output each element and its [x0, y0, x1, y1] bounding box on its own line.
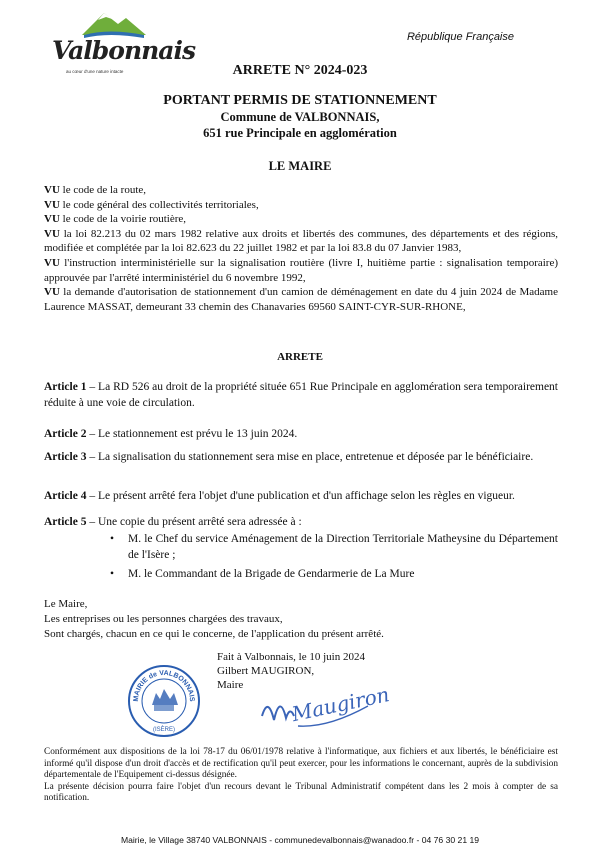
republique-francaise: République Française: [406, 31, 514, 43]
vu-item: VU la loi 82.213 du 02 mars 1982 relative aux droits et libertés des communes, des départements et des régions, modifiée et complétée par la loi 82.623 du 22 juillet 1982 et par la loi 83.8 du 07 Janvier 1983,: [44, 227, 558, 255]
svg-text:(ISÈRE): (ISÈRE): [152, 727, 176, 733]
logo-tagline: au cœur d'une nature intacte: [66, 69, 124, 74]
place-date: Fait à Valbonnais, le 10 juin 2024: [217, 651, 365, 663]
closing-line: Les entreprises ou les personnes chargées des travaux,: [44, 613, 283, 625]
article-4: Article 4 – Le présent arrêté fera l'objet d'une publication et d'un affichage selon les règles en vigueur.: [44, 490, 515, 502]
recipient-list: [110, 531, 558, 585]
closing-line: Le Maire,: [44, 598, 88, 610]
logo-wordmark: Valbonnais: [52, 36, 196, 65]
arrete-heading: ARRETE: [277, 351, 323, 363]
article-5: Article 5 – Une copie du présent arrêté sera adressée à :: [44, 516, 302, 528]
vu-item: VU le code de la voirie routière,: [44, 213, 187, 226]
recipient-item: • M. le Chef du service Aménagement de la Direction Territoriale Matheysine du Département de l'Isère ;: [110, 531, 558, 563]
signatory-role: Maire: [217, 678, 244, 691]
legal-paragraph: Conformément aux dispositions de la loi 78-17 du 06/01/1978 relative à l'informatique, aux fichiers et aux libertés, le bénéficiaire est informé qu'il dispose d'un droit d'accès et de rectification qu'il peut exercer, pour les informations le concernant, auprès de la subdivision départementale de l'Equipement ci-dessus désignée.: [44, 747, 558, 780]
signatory-name: Gilbert MAUGIRON,: [217, 664, 315, 677]
closing-block: [44, 597, 558, 642]
decree-address: 651 rue Principale en agglomération: [203, 126, 397, 140]
closing-line: Sont chargés, chacun en ce qui le concerne, de l'application du présent arrêté.: [44, 628, 384, 640]
svg-text:MAIRIE de VALBONNAIS: MAIRIE de VALBONNAIS: [132, 669, 196, 702]
vu-item: VU le code de la route,: [44, 184, 147, 196]
decree-commune: Commune de VALBONNAIS,: [220, 110, 380, 124]
recipient-item: • M. le Commandant de la Brigade de Gendarmerie de La Mure: [110, 566, 558, 582]
vu-item: VU la demande d'autorisation de stationnement d'un camion de déménagement en date du 4 juin 2024 de Madame Laurence MASSAT, demeurant 33 chemin des Chanavaries 69560 SAINT-CYR-SUR-RHONE,: [44, 286, 558, 313]
decree-title: PORTANT PERMIS DE STATIONNEMENT: [163, 93, 437, 108]
legal-paragraph: La présente décision pourra faire l'objet d'un recours devant le Tribunal Administratif compétent dans les 2 mois à compter de sa notification.: [44, 781, 558, 803]
mairie-stamp-icon: [126, 663, 202, 739]
article-3: Article 3 – La signalisation du stationnement sera mise en place, entretenue et déposée par le bénéficiaire.: [44, 451, 534, 463]
vu-item: VU le code général des collectivités territoriales,: [44, 198, 259, 211]
vu-item: VU l'instruction interministérielle sur la signalisation routière (livre I, huitième partie : signalisation temporaire) approuvée par l'arrêté interministériel du 6 novembre 1992,: [44, 256, 558, 284]
svg-text:Maugiron: Maugiron: [289, 682, 392, 727]
authority-heading: LE MAIRE: [268, 159, 332, 173]
decree-number: ARRETE N° 2024-023: [232, 63, 368, 78]
article-2: Article 2 – Le stationnement est prévu le 13 juin 2024.: [44, 428, 298, 440]
article-1: Article 1 – La RD 526 au droit de la propriété située 651 Rue Principale en agglomération sera temporairement réduite à une voie de circulation.: [44, 381, 559, 409]
vu-list: [44, 183, 558, 314]
legal-notice: [44, 747, 558, 805]
handwritten-signature: [258, 676, 392, 736]
footer-contact: Mairie, le Village 38740 VALBONNAIS - communedevalbonnais@wanadoo.fr - 04 76 30 21 19: [120, 835, 480, 845]
